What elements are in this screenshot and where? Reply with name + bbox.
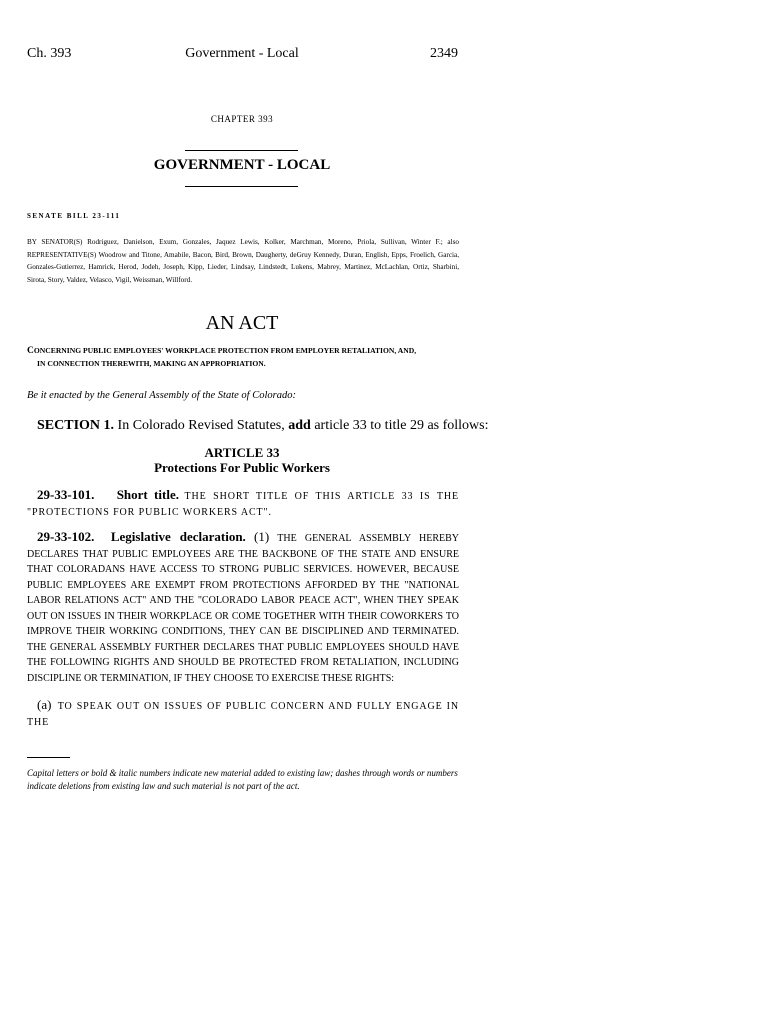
section-1-label: SECTION 1. xyxy=(37,418,115,433)
sponsors-list: BY SENATOR(S) Rodriguez, Danielson, Exum, Gonzales, Jaquez Lewis, Kolker, Marchman, Moreno, Priola, Sullivan, Winter F.; also REPRESENTATIVE(S) Woodrow and Titone, Amabile, Bacon, Bird, Brown, Daugherty, deGruy Kennedy, Duran, English, Epps, Froelich, Garcia, Gonzales-Gutierrez, Hamrick, Herod, Jodeh, Joseph, Kipp, Lieder, Lindsay, Lindstedt, Lukens, Mabrey, Martinez, McLachlan, Ortiz, Sharbini, Sirota, Story, Valdez, Velasco, Vigil, Weissman, Willford. xyxy=(27,238,459,284)
concerning-line-2: IN CONNECTION THEREWITH, MAKING AN APPROPRIATION. xyxy=(37,358,266,368)
paragraph-a xyxy=(27,697,459,730)
section-101-heading: Short title. xyxy=(116,487,179,502)
page-number: 2349 xyxy=(430,46,458,61)
chapter-reference: Ch. 393 xyxy=(27,46,72,61)
document-title: GOVERNMENT - LOCAL xyxy=(153,157,331,173)
section-101-number: 29-33-101. xyxy=(37,487,95,502)
title-rule-top xyxy=(185,150,298,151)
act-concerning-clause xyxy=(27,345,461,370)
section-1-add: add xyxy=(288,418,311,433)
paragraph-a-label: (a) xyxy=(37,697,52,712)
section-102-heading: Legislative declaration. xyxy=(110,529,246,544)
footnote: Capital letters or bold & italic numbers indicate new material added to existing law; dashes through words or numbers indicate deletions from existing law and such material is not part of the act. xyxy=(27,768,458,791)
section-29-33-101 xyxy=(27,487,459,520)
paragraph-a-text: TO SPEAK OUT ON ISSUES OF PUBLIC CONCERN AND FULLY ENGAGE IN THE xyxy=(27,701,459,728)
concerning-line-1: ONCERNING PUBLIC EMPLOYEES' WORKPLACE PROTECTION FROM EMPLOYER RETALIATION, AND, xyxy=(33,346,417,355)
running-header-subject: Government - Local xyxy=(185,46,299,61)
act-heading: AN ACT xyxy=(205,312,279,334)
section-1-text-before: In Colorado Revised Statutes, xyxy=(114,418,289,433)
section-1 xyxy=(37,418,489,434)
section-29-33-102 xyxy=(27,529,459,686)
section-101-text: THE SHORT TITLE OF THIS ARTICLE 33 IS THE "PROTECTIONS FOR PUBLIC WORKERS ACT". xyxy=(27,491,460,518)
bill-number: SENATE BILL 23-111 xyxy=(27,212,121,220)
chapter-label: CHAPTER 393 xyxy=(210,114,274,124)
section-102-subsection: (1) xyxy=(254,529,270,544)
enacting-clause: Be it enacted by the General Assembly of the State of Colorado: xyxy=(27,390,296,401)
footnote-rule xyxy=(27,757,70,758)
section-102-number: 29-33-102. xyxy=(37,529,95,544)
section-102-text: THE GENERAL ASSEMBLY HEREBY DECLARES THAT PUBLIC EMPLOYEES ARE THE BACKBONE OF THE STATE AND ENSURE THAT COLORADANS HAVE ACCESS TO STRONG PUBLIC SERVICES. HOWEVER, BECAUSE PUBLIC EMPLOYEES ARE EXEMPT FROM PROTECTIONS AFFORDED BY THE "NATIONAL LABOR RELATIONS ACT" AND THE "COLORADO LABOR PEACE ACT", WHEN THEY SPEAK OUT ON ISSUES IN THEIR WORKPLACE OR COME TOGETHER WITH THEIR COWORKERS TO IMPROVE THEIR WORKING CONDITIONS, THEY CAN BE DISCIPLINED AND TERMINATED. THE GENERAL ASSEMBLY FURTHER DECLARES THAT PUBLIC EMPLOYEES SHOULD HAVE THE FOLLOWING RIGHTS AND SHOULD BE PROTECTED FROM RETALIATION, INCLUDING DISCIPLINE OR TERMINATION, IF THEY CHOOSE TO EXERCISE THESE RIGHTS: xyxy=(27,533,460,684)
article-number: ARTICLE 33 xyxy=(204,445,280,460)
article-title: Protections For Public Workers xyxy=(154,460,330,475)
title-rule-bottom xyxy=(185,186,298,187)
section-1-text-after: article 33 to title 29 as follows: xyxy=(310,418,489,433)
concerning-first-letter: C xyxy=(27,346,34,356)
